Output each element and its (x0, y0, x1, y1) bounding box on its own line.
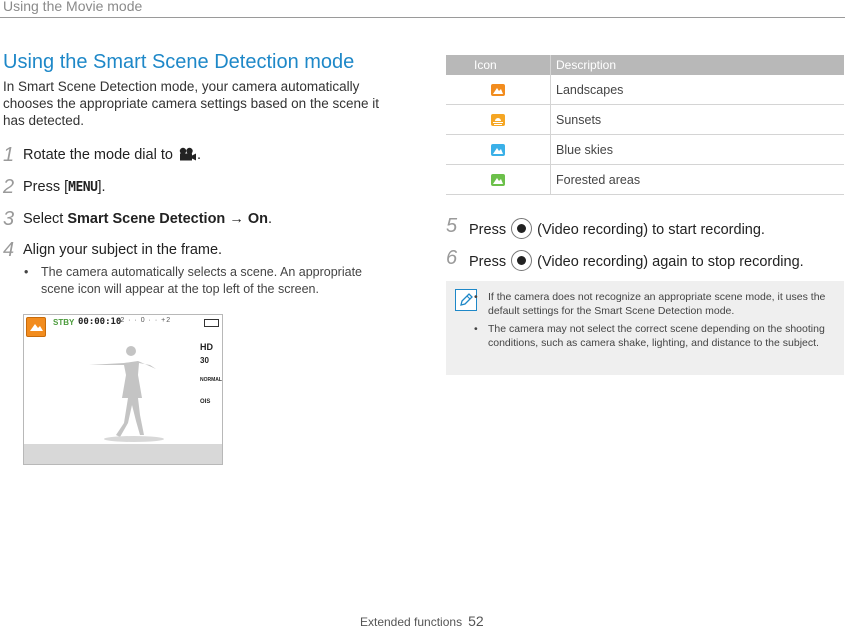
landscape-scene-icon (491, 84, 505, 96)
step-text: Align your subject in the frame. (23, 242, 223, 258)
step-text: Press [ (23, 179, 69, 195)
step-text-end: ]. (97, 179, 106, 195)
step-number: 1 (3, 144, 15, 166)
subject-silhouette (84, 343, 184, 443)
blue-sky-scene-icon (491, 144, 505, 156)
step-number: 6 (446, 247, 458, 269)
camera-preview (23, 314, 223, 465)
preview-bottom-bar (24, 444, 222, 464)
exposure-scale: -2 · · 0 · · +2 (117, 317, 172, 324)
table-cell-description: Landscapes (551, 75, 845, 105)
section-intro: In Smart Scene Detection mode, your camera automatically chooses the appropriate camera settings based on the scene it has detected. (3, 79, 379, 128)
table-cell-description: Blue skies (551, 135, 845, 165)
table-header-row (446, 55, 844, 75)
arrow-separator: → (225, 211, 248, 227)
resolution-indicator: HD (200, 342, 213, 352)
header-divider (0, 17, 845, 18)
bullet-dot: • (24, 265, 29, 279)
movie-mode-icon (177, 147, 197, 161)
page-header-title: Using the Movie mode (3, 0, 143, 14)
ois-indicator: OIS (200, 399, 211, 405)
section-title: Using the Smart Scene Detection mode (3, 51, 355, 73)
table-row (446, 165, 844, 195)
step-text-end: (Video recording) to start recording. (537, 222, 765, 238)
landscape-scene-icon (26, 317, 46, 337)
note-list (474, 290, 834, 354)
step-text-end: (Video recording) again to stop recording. (537, 254, 804, 270)
step-number: 4 (3, 239, 15, 261)
step-text: Press (469, 222, 507, 238)
menu-value-label: On (247, 211, 268, 227)
note-box (446, 281, 844, 375)
step-number: 3 (3, 208, 15, 230)
step-number: 2 (3, 176, 15, 198)
table-header-icon: Icon (446, 55, 551, 75)
frame-rate-indicator: 30 (200, 356, 209, 365)
page-number: 52 (468, 613, 484, 629)
bullet-text: The camera automatically selects a scene. An appropriate scene icon will appear at the top left of the screen. (41, 265, 363, 296)
standby-indicator: STBY (53, 318, 75, 327)
scene-icon-table (446, 55, 844, 195)
menu-option-label: Smart Scene Detection (67, 211, 226, 227)
record-button-icon (511, 218, 532, 239)
menu-key-label: MENU (68, 180, 98, 195)
step-number: 5 (446, 215, 458, 237)
note-item: • If the camera does not recognize an appropriate scene mode, it uses the default settings for the Smart Scene Detection mode. (474, 290, 834, 318)
step-4-bullet (24, 264, 384, 298)
quality-indicator: NORMAL (200, 377, 222, 383)
table-cell-description: Forested areas (551, 165, 845, 195)
step-text: Rotate the mode dial to (23, 147, 173, 163)
step-text-end: . (196, 147, 201, 163)
forest-scene-icon (491, 174, 505, 186)
record-button-icon (511, 250, 532, 271)
battery-icon (204, 319, 219, 327)
sunset-scene-icon (491, 114, 505, 126)
table-row (446, 75, 844, 105)
step-text: Select (23, 211, 68, 227)
table-row (446, 135, 844, 165)
note-item: • The camera may not select the correct scene depending on the shooting conditions, such as camera shake, lighting, and distance to the subject. (474, 322, 834, 350)
table-row (446, 105, 844, 135)
table-cell-description: Sunsets (551, 105, 845, 135)
recording-time: 00:00:10 (78, 317, 122, 327)
footer-section-label: Extended functions (360, 615, 463, 629)
step-text-end: . (268, 211, 273, 227)
step-text: Press (469, 254, 507, 270)
table-header-description: Description (551, 55, 845, 75)
